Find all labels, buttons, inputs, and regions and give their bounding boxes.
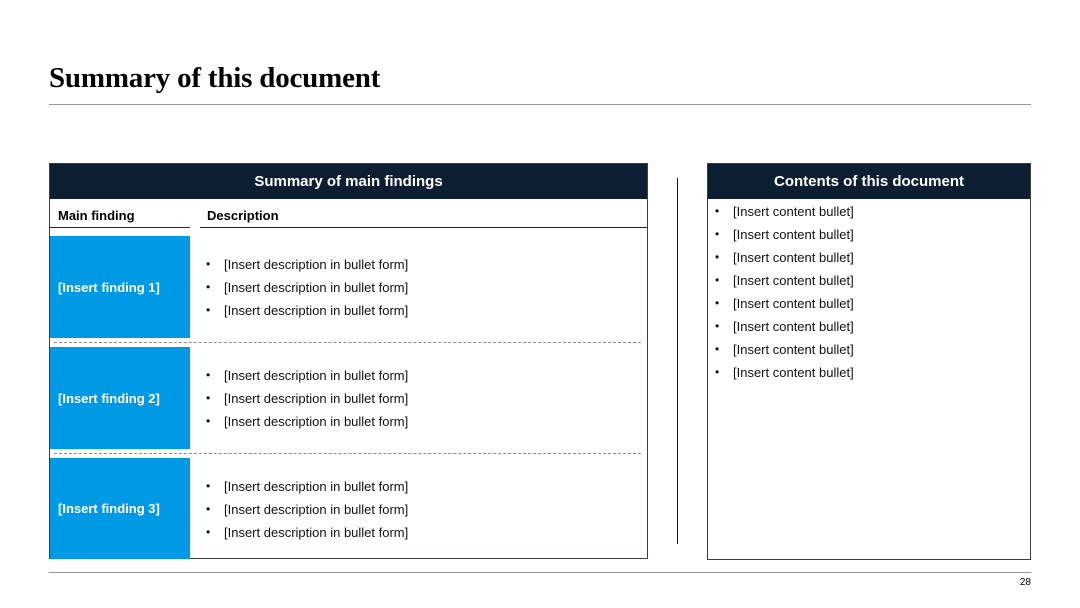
title-divider [49, 104, 1031, 105]
findings-panel-header: Summary of main findings [50, 164, 647, 199]
description-bullet: • [Insert description in bullet form] [200, 299, 408, 322]
finding-2-description-list [200, 364, 408, 433]
row-divider [54, 342, 641, 343]
content-bullet: • [Insert content bullet] [709, 246, 854, 269]
content-bullet: • [Insert content bullet] [709, 315, 854, 338]
content-bullet: • [Insert content bullet] [709, 223, 854, 246]
description-bullet: • [Insert description in bullet form] [200, 276, 408, 299]
row-divider [54, 453, 641, 454]
description-column-underline [200, 227, 647, 228]
content-bullet: • [Insert content bullet] [709, 269, 854, 292]
page-number: 28 [1019, 577, 1031, 588]
description-bullet: • [Insert description in bullet form] [200, 387, 408, 410]
contents-list [709, 200, 854, 384]
description-bullet: • [Insert description in bullet form] [200, 475, 408, 498]
main-finding-column-header: Main finding [58, 208, 135, 223]
footer-divider [49, 572, 1031, 573]
main-finding-column-underline [50, 227, 190, 228]
finding-1-description-list [200, 253, 408, 322]
content-bullet: • [Insert content bullet] [709, 338, 854, 361]
description-column-header: Description [207, 208, 279, 223]
content-bullet: • [Insert content bullet] [709, 200, 854, 223]
finding-box-2: [Insert finding 2] [50, 347, 190, 449]
description-bullet: • [Insert description in bullet form] [200, 410, 408, 433]
description-bullet: • [Insert description in bullet form] [200, 253, 408, 276]
description-bullet: • [Insert description in bullet form] [200, 498, 408, 521]
findings-panel [49, 163, 648, 559]
description-bullet: • [Insert description in bullet form] [200, 521, 408, 544]
description-bullet: • [Insert description in bullet form] [200, 364, 408, 387]
finding-box-3: [Insert finding 3] [50, 458, 190, 559]
panel-separator [677, 178, 678, 544]
contents-panel [707, 163, 1031, 560]
content-bullet: • [Insert content bullet] [709, 361, 854, 384]
content-bullet: • [Insert content bullet] [709, 292, 854, 315]
slide-title: Summary of this document [49, 62, 381, 94]
contents-panel-header: Contents of this document [708, 164, 1030, 199]
finding-box-1: [Insert finding 1] [50, 236, 190, 338]
finding-3-description-list [200, 475, 408, 544]
